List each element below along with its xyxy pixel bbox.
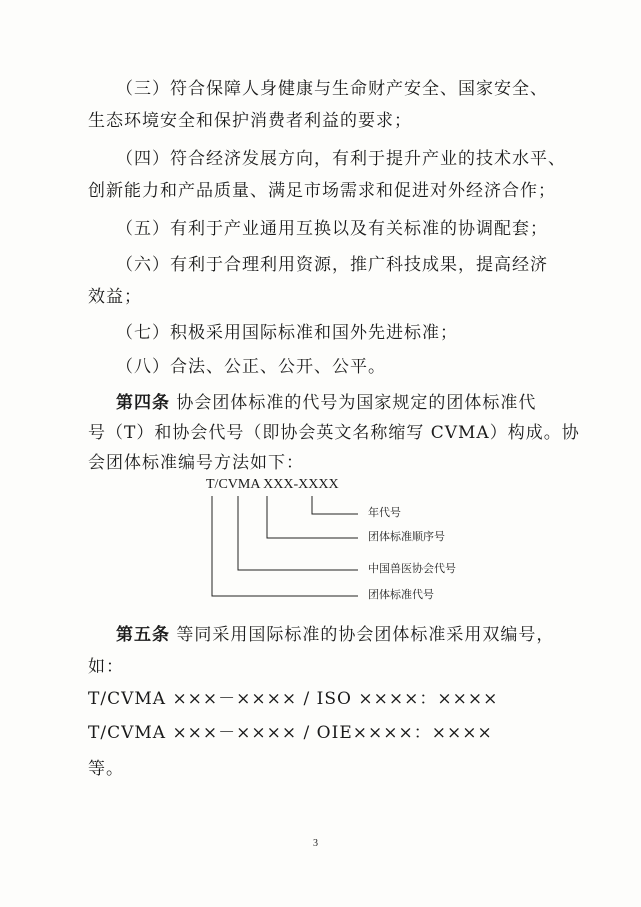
p8-line1: （八）合法、公正、公开、公平。 xyxy=(116,357,386,377)
p6-line2: 效益； xyxy=(88,287,142,307)
example-1: T/CVMA ×××－×××× / ISO ××××：×××× xyxy=(88,689,499,709)
example-2: T/CVMA ×××－×××× / OIE××××：×××× xyxy=(88,723,493,743)
label-group: 团体标准代号 xyxy=(368,588,434,601)
p4-line2: 创新能力和产品质量、满足市场需求和促进对外经济合作； xyxy=(88,181,556,201)
article5-heading: 第五条 xyxy=(116,625,170,645)
p3-line2: 生态环境安全和保护消费者利益的要求； xyxy=(88,111,412,131)
article4-line3: 会团体标准编号方法如下： xyxy=(88,453,304,473)
standard-code: T/CVMA XXX-XXXX xyxy=(206,477,339,492)
diagram-lines xyxy=(200,476,500,616)
page-number: 3 xyxy=(313,838,318,849)
article4-text1: 协会团体标准的代号为国家规定的团体标准代 xyxy=(176,393,537,413)
article5-line1 xyxy=(116,624,554,646)
p3-line1: （三）符合保障人身健康与生命财产安全、国家安全、 xyxy=(116,79,548,99)
p5-line1: （五）有利于产业通用互换以及有关标准的协调配套； xyxy=(116,219,548,239)
label-year: 年代号 xyxy=(368,506,401,519)
article5-text1: 等同采用国际标准的协会团体标准采用双编号， xyxy=(176,625,555,645)
p7-line1: （七）积极采用国际标准和国外先进标准； xyxy=(116,323,458,343)
label-sequence: 团体标准顺序号 xyxy=(368,530,445,543)
article4-heading: 第四条 xyxy=(116,393,170,413)
p6-line1: （六）有利于合理利用资源，推广科技成果，提高经济 xyxy=(116,255,548,275)
article5-end: 等。 xyxy=(88,759,124,779)
article4-line1 xyxy=(116,392,536,414)
article4-line2: 号（T）和协会代号（即协会英文名称缩写 CVMA）构成。协 xyxy=(88,423,580,443)
p4-line1: （四）符合经济发展方向，有利于提升产业的技术水平、 xyxy=(116,149,566,169)
numbering-diagram xyxy=(200,476,500,616)
label-association: 中国兽医协会代号 xyxy=(368,562,456,575)
article5-line2: 如： xyxy=(88,657,124,677)
